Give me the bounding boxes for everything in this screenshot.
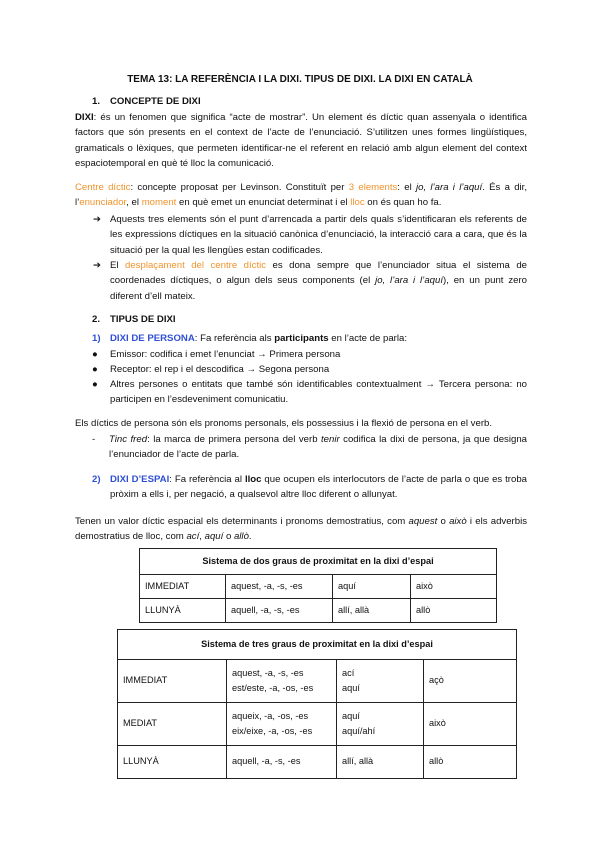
text-span: : Fa referència al — [169, 474, 245, 485]
verb-italic: tenir — [321, 434, 340, 445]
table-row — [118, 703, 517, 746]
bullet-icon: ● — [92, 379, 98, 390]
text-span: Tenen un valor díctic espacial els determinants i pronoms demostratius, com — [75, 516, 409, 527]
lloc-term: lloc — [350, 197, 365, 209]
page-title: TEMA 13: LA REFERÈNCIA I LA DIXI. TIPUS DE DIXI. LA DIXI EN CATALÀ — [127, 74, 473, 85]
table-cell — [337, 703, 424, 746]
arrow-item-1 — [93, 212, 527, 258]
table-row — [140, 599, 497, 623]
table-cell: LLUNYÀ — [140, 599, 226, 623]
centre-dictic-term: Centre díctic — [75, 182, 131, 193]
dash-icon: - — [92, 434, 96, 445]
table-cell: allò — [411, 599, 497, 623]
arrow-right-icon: ➔ — [93, 214, 102, 225]
example-italic: jo, l’ara i l’aquí — [375, 275, 443, 287]
text-span: . És a dir, l’ — [75, 182, 528, 209]
table-cell: això — [424, 703, 517, 746]
text-span: ), en un punt zero diferent d’ell mateix. — [110, 275, 527, 302]
tinc-fred-text — [109, 432, 527, 463]
participants-strong: participants — [274, 333, 329, 344]
cell-line: aquí/ahí — [342, 726, 376, 736]
centre-dictic-paragraph — [75, 180, 527, 211]
dixi-espai-item — [92, 472, 527, 503]
text-span: es dona sempre que l’enunciador situa el sistema de coordenades díctiques, o algun dels seus components (el — [110, 260, 528, 287]
dixi-persona-heading — [92, 331, 527, 346]
table-cell: IMMEDIAT — [140, 575, 226, 599]
text-span: : la marca de primera persona del verb — [147, 434, 322, 445]
table-cell: allò — [424, 746, 517, 779]
example-italic: Tinc fred — [109, 434, 148, 445]
example-italic: ací — [186, 531, 200, 543]
text-span: , el — [126, 197, 142, 209]
two-degree-table — [139, 548, 497, 623]
text-span: El — [110, 260, 126, 271]
table-cell — [227, 703, 337, 746]
three-elements-term: 3 elements — [348, 182, 398, 193]
persona-bullet-1 — [92, 347, 527, 362]
bullet-icon: ● — [92, 349, 98, 360]
text-span: o — [223, 531, 234, 543]
table-cell: allí, allà — [337, 746, 424, 779]
section-1-number: 1. — [92, 96, 101, 107]
arrow-right-icon: ➔ — [93, 260, 102, 271]
table-row — [118, 746, 517, 779]
desplacament-term: desplaçament del centre díctic — [125, 260, 267, 271]
text-span: que ocupen els interlocutors de l’acte de parla o que es troba pròxim a ells i, per negació, a qualsevol altre lloc diferent o allunyat. — [110, 474, 528, 501]
table-cell — [227, 660, 337, 703]
table-cell: aquí — [333, 575, 411, 599]
dixi-definition — [75, 110, 527, 172]
table-cell: aquell, -a, -s, -es — [226, 599, 333, 623]
arrow-item-1-text: Aquests tres elements són el punt d’arrencada a partir dels quals s’identificaran els referents de les expressions díctiques en la situació canònica d’enunciació, la interacció cara a cara, que és la situació per la qual les llengües estan codificades. — [110, 214, 527, 256]
text-span: : Fa referència als — [194, 333, 275, 344]
dixi-persona-term: DIXI DE PERSONA — [110, 333, 195, 344]
table-row — [118, 660, 517, 703]
persona-bullet-2 — [92, 362, 527, 377]
three-degree-table-title: Sistema de tres graus de proximitat en la dixi d’espai — [118, 630, 517, 660]
text-span: : concepte proposat per Levinson. Constituït per — [130, 182, 349, 193]
text-span: en l’acte de parla: — [328, 333, 408, 344]
two-degree-table-title: Sistema de dos graus de proximitat en la dixi d’espai — [140, 549, 497, 575]
example-italic: això — [449, 516, 467, 527]
table-row — [140, 575, 497, 599]
example-italic: aquest — [408, 516, 438, 527]
table-cell: LLUNYÀ — [118, 746, 227, 779]
tinc-fred-example — [92, 432, 527, 463]
cell-line: aquí — [342, 683, 360, 693]
arrow-item-2 — [93, 258, 527, 304]
table-cell: MEDIAT — [118, 703, 227, 746]
section-2-number: 2. — [92, 314, 101, 325]
example-italic: jo, l’ara i l’aquí — [415, 182, 483, 193]
persona-bullet-2-text: Receptor: el rep i el descodifica → Segona persona — [110, 364, 330, 375]
table-cell: aquell, -a, -s, -es — [227, 746, 337, 779]
cell-line: aquí — [342, 710, 360, 721]
persona-note: Els díctics de persona són els pronoms personals, els possessius i la flexió de persona en el verb. — [75, 418, 493, 429]
example-italic: aquí — [204, 531, 224, 543]
dixi-espai-term: DIXI D’ESPAI — [110, 474, 170, 485]
cell-line: est/este, -a, -os, -es — [232, 683, 314, 693]
text-span: codifica la dixi de persona, ja que designa l’enunciador de l’acte de parla. — [109, 434, 527, 461]
cell-line: eix/eixe, -a, -os, -es — [232, 726, 313, 736]
list-number: 1) — [92, 333, 101, 344]
table-cell: açò — [424, 660, 517, 703]
bullet-icon: ● — [92, 364, 98, 375]
dixi-persona-line — [110, 331, 407, 346]
text-span: on és quan ho fa. — [364, 197, 442, 209]
valor-dictic-paragraph — [75, 514, 527, 545]
dixi-definition-text: : és un fenomen que significa “acte de mostrar”. Un element és díctic quan assenyala o identifica factors que són presents en el context de l’acte de l’enunciació. S’utilitzen unes formes lingüístiques, gramaticals o lèxiques, que permeten identificar-ne el referent en relació amb algun element del context espaciotemporal en què té lloc la comunicació. — [75, 112, 527, 170]
persona-bullet-3-text: Altres persones o entitats que també són identificables contextualment → Tercera persona: no participen en l’esdeveniment comunicatiu. — [110, 379, 527, 406]
text-span: o — [437, 516, 450, 527]
arrow-item-2-text — [110, 258, 527, 304]
dixi-term: DIXI — [75, 112, 94, 123]
text-span: en què emet un enunciat determinat i el — [176, 197, 351, 209]
table-cell: allí, allà — [333, 599, 411, 623]
table-cell — [337, 660, 424, 703]
table-cell: això — [411, 575, 497, 599]
three-degree-table — [117, 629, 517, 779]
text-span: i els adverbis demostratius de lloc, com — [75, 516, 528, 543]
table-cell: aquest, -a, -s, -es — [226, 575, 333, 599]
text-span: . — [248, 531, 252, 543]
cell-line: aquest, -a, -s, -es — [232, 667, 304, 678]
lloc-strong: lloc — [244, 474, 262, 485]
text-span: , — [199, 531, 205, 543]
text-span: : el — [397, 182, 416, 193]
persona-bullet-3 — [92, 377, 527, 408]
persona-bullet-1-text: Emissor: codifica i emet l’enunciat → Primera persona — [110, 349, 341, 360]
list-number: 2) — [92, 474, 101, 485]
cell-line: ací — [342, 667, 355, 678]
table-cell: IMMEDIAT — [118, 660, 227, 703]
section-1-title: CONCEPTE DE DIXI — [110, 96, 201, 107]
enunciador-term: enunciador — [79, 197, 127, 209]
dixi-espai-text — [110, 472, 527, 503]
section-2-title: TIPUS DE DIXI — [110, 314, 176, 325]
cell-line: aqueix, -a, -os, -es — [232, 710, 309, 721]
moment-term: moment — [141, 197, 177, 209]
example-italic: allò — [233, 531, 249, 543]
